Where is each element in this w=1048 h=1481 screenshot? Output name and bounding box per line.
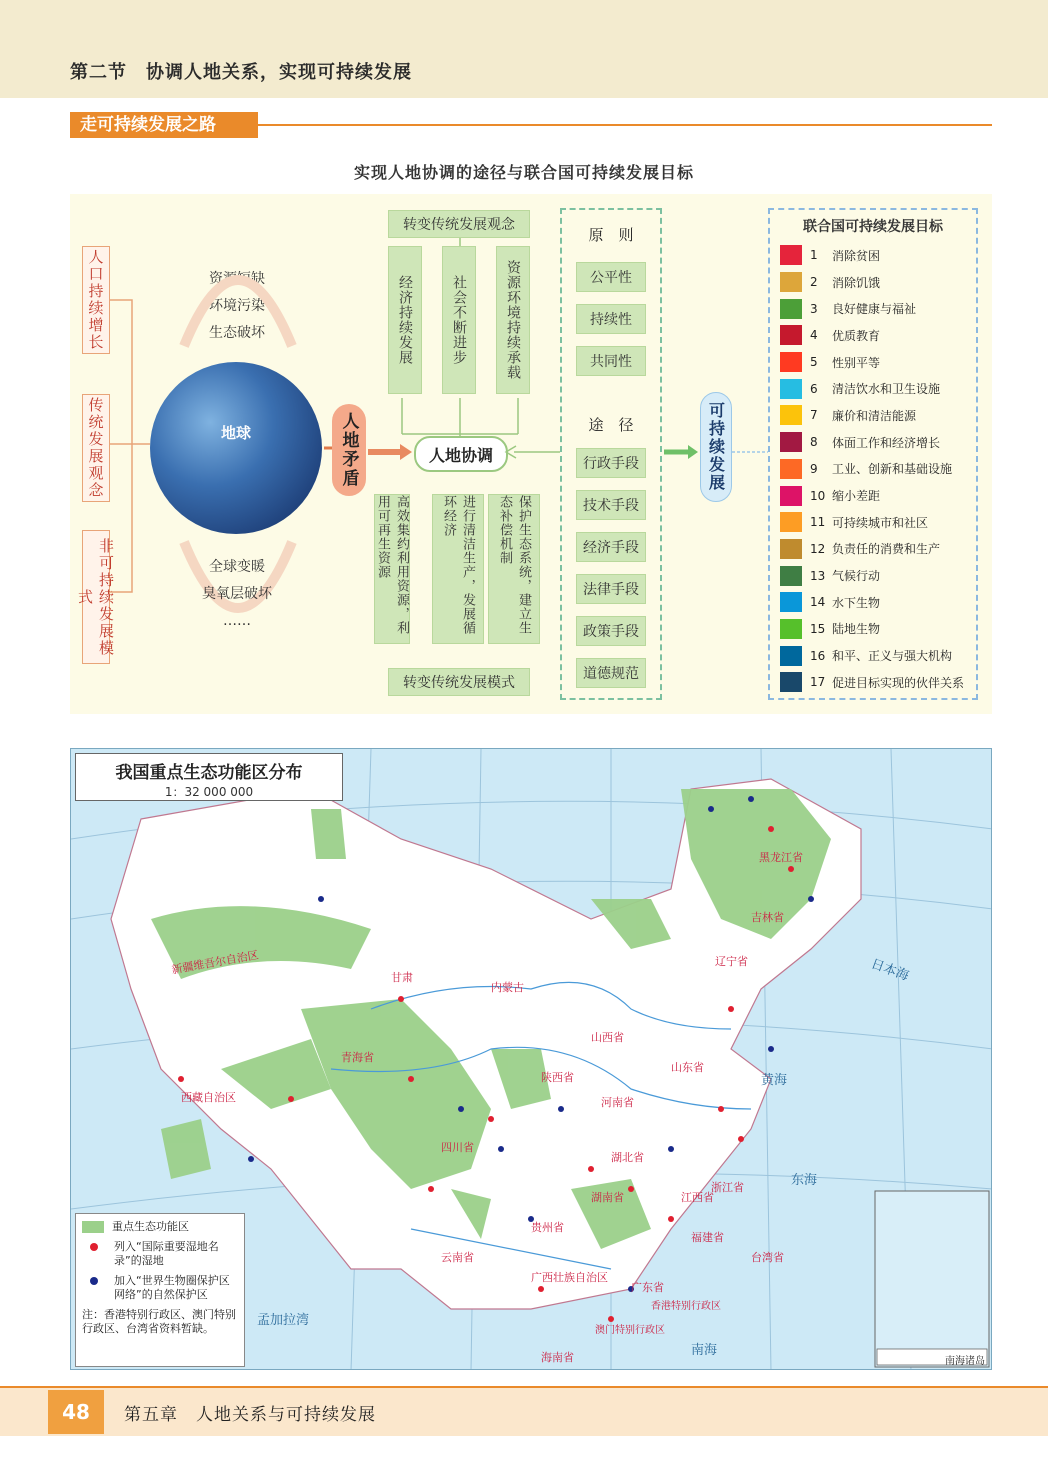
biosphere-dot-icon bbox=[90, 1277, 98, 1285]
sdg-goal-icon bbox=[780, 486, 802, 506]
sea-label: 黄海 bbox=[761, 1073, 788, 1088]
map-label: 甘肃 bbox=[391, 971, 413, 984]
chapter-title: 第五章 人地关系与可持续发展 bbox=[124, 1405, 376, 1425]
cause-box: 人口持续增长 bbox=[82, 246, 110, 354]
map-label: 湖北省 bbox=[611, 1151, 644, 1164]
cause-box: 非可持续发展模式 bbox=[82, 530, 110, 664]
legend-text: 加入“世界生物圈保护区网络”的自然保护区 bbox=[114, 1274, 230, 1301]
sdg-goal-icon bbox=[780, 432, 802, 452]
mode-box: 保护生态系统，建立生态补偿机制 bbox=[488, 494, 540, 644]
sdg-item bbox=[780, 322, 976, 349]
sdg-text: 可持续城市和社区 bbox=[832, 515, 929, 530]
principle-item: 持续性 bbox=[576, 304, 646, 334]
approach-item: 道德规范 bbox=[576, 658, 646, 688]
inset-label: 南海诸岛 bbox=[945, 1356, 985, 1367]
legend-biosphere bbox=[82, 1274, 238, 1302]
sdg-goal-icon bbox=[780, 539, 802, 559]
map-label: 陕西省 bbox=[541, 1071, 574, 1084]
earth-label: 地球 bbox=[220, 424, 251, 442]
map-label: 河南省 bbox=[601, 1096, 634, 1109]
map-label: 湖南省 bbox=[591, 1191, 624, 1204]
sdg-number: 2 bbox=[810, 275, 818, 290]
map-title: 我国重点生态功能区分布 bbox=[115, 763, 303, 783]
sdg-text: 清洁饮水和卫生设施 bbox=[832, 382, 941, 397]
map-title-box bbox=[75, 753, 343, 801]
map-legend bbox=[75, 1213, 245, 1367]
sdg-item bbox=[780, 295, 976, 322]
approach-item: 政策手段 bbox=[576, 616, 646, 646]
sdg-item bbox=[780, 456, 976, 483]
arrow-left-icon bbox=[504, 442, 560, 462]
approach-item: 行政手段 bbox=[576, 448, 646, 478]
sdg-text: 优质教育 bbox=[832, 328, 881, 343]
sdg-number: 13 bbox=[810, 568, 826, 583]
problem-item: 生态破坏 bbox=[209, 325, 265, 341]
sdg-number: 9 bbox=[810, 461, 818, 476]
principle-item: 公平性 bbox=[576, 262, 646, 292]
sdg-goal-icon bbox=[780, 672, 802, 692]
sdg-number: 7 bbox=[810, 408, 818, 423]
approaches-title: 途 径 bbox=[588, 416, 634, 434]
mode-title: 转变传统发展模式 bbox=[388, 668, 530, 696]
sdg-number: 12 bbox=[810, 541, 826, 556]
map-label: 吉林省 bbox=[751, 911, 784, 924]
sdg-number: 3 bbox=[810, 301, 818, 316]
sdg-number: 11 bbox=[810, 515, 826, 530]
map-label: 云南省 bbox=[441, 1251, 474, 1264]
map-label: 贵州省 bbox=[531, 1221, 564, 1234]
problem-item: …… bbox=[223, 613, 251, 629]
cause-box: 传统发展观念 bbox=[82, 394, 110, 502]
sdg-number: 15 bbox=[810, 621, 826, 636]
map-label: 香港特别行政区 bbox=[651, 1301, 721, 1312]
sdg-number: 1 bbox=[810, 248, 818, 263]
earth-globe-icon bbox=[150, 362, 322, 534]
principle-item: 共同性 bbox=[576, 346, 646, 376]
mode-box: 高效集约利用资源，利用可再生资源 bbox=[374, 494, 410, 644]
sdg-number: 17 bbox=[810, 675, 826, 690]
sdg-item bbox=[780, 482, 976, 509]
sdg-number: 8 bbox=[810, 435, 818, 450]
map-label: 青海省 bbox=[341, 1051, 374, 1064]
legend-text: 列入“国际重要湿地名录”的湿地 bbox=[114, 1240, 219, 1267]
legend-zone bbox=[82, 1220, 238, 1234]
sdg-goal-icon bbox=[780, 592, 802, 612]
map-label: 新疆维吾尔自治区 bbox=[170, 948, 260, 977]
diagram-panel bbox=[70, 194, 992, 714]
subsection-banner: 走可持续发展之路 bbox=[70, 112, 258, 138]
subsection-rule bbox=[258, 124, 992, 126]
sdg-goal-icon bbox=[780, 566, 802, 586]
map-label: 黑龙江省 bbox=[759, 851, 803, 864]
sdg-text: 廉价和清洁能源 bbox=[832, 408, 917, 423]
concept-box: 经济持续发展 bbox=[388, 246, 422, 394]
sdg-item bbox=[780, 642, 976, 669]
sdg-goal-icon bbox=[780, 272, 802, 292]
sdg-item bbox=[780, 349, 976, 376]
sdg-text: 和平、正义与强大机构 bbox=[832, 649, 953, 664]
sdg-text: 缩小差距 bbox=[832, 489, 881, 504]
problem-item: 臭氧层破坏 bbox=[202, 586, 272, 602]
sdg-number: 16 bbox=[810, 648, 826, 663]
sdg-list bbox=[780, 242, 976, 696]
sdg-goal-icon bbox=[780, 299, 802, 319]
sdg-item bbox=[780, 589, 976, 616]
sustainable-box: 可持续发展 bbox=[700, 392, 732, 502]
map-label: 澳门特别行政区 bbox=[595, 1325, 665, 1336]
mode-box: 进行清洁生产，发展循环经济 bbox=[432, 494, 484, 644]
map-label: 内蒙古 bbox=[491, 981, 524, 994]
sdg-goal-icon bbox=[780, 379, 802, 399]
section-heading: 第二节 协调人地关系，实现可持续发展 bbox=[70, 62, 412, 83]
map-label: 福建省 bbox=[691, 1231, 724, 1244]
problem-item: 全球变暖 bbox=[209, 559, 265, 575]
sea-label: 孟加拉湾 bbox=[257, 1313, 310, 1328]
contradiction-box: 人地矛盾 bbox=[332, 404, 366, 496]
connector-line bbox=[732, 442, 768, 462]
sdg-number: 4 bbox=[810, 328, 818, 343]
sdg-goal-icon bbox=[780, 325, 802, 345]
sdg-item bbox=[780, 509, 976, 536]
legend-note: 注：香港特别行政区、澳门特别行政区、台湾省资料暂缺。 bbox=[82, 1308, 236, 1335]
sdg-title: 联合国可持续发展目标 bbox=[803, 219, 943, 235]
sdg-item bbox=[780, 269, 976, 296]
cause-bracket bbox=[110, 294, 150, 604]
map-label: 西藏自治区 bbox=[181, 1091, 236, 1104]
sdg-item bbox=[780, 429, 976, 456]
sdg-item bbox=[780, 375, 976, 402]
harmony-center: 人地协调 bbox=[414, 436, 508, 472]
sdg-text: 负责任的消费和生产 bbox=[832, 542, 941, 557]
map-label: 山西省 bbox=[591, 1031, 624, 1044]
concept-box: 资源环境持续承载 bbox=[496, 246, 530, 394]
sea-label: 日本海 bbox=[868, 956, 911, 985]
legend-wetland bbox=[82, 1240, 238, 1268]
map-scale: 1：32 000 000 bbox=[164, 785, 254, 799]
sdg-goal-icon bbox=[780, 512, 802, 532]
figure-title: 实现人地协调的途径与联合国可持续发展目标 bbox=[353, 163, 694, 182]
sdg-goal-icon bbox=[780, 619, 802, 639]
concept-title: 转变传统发展观念 bbox=[388, 210, 530, 238]
legend-text: 重点生态功能区 bbox=[112, 1220, 189, 1233]
sdg-item bbox=[780, 402, 976, 429]
arrow-right-icon bbox=[664, 442, 700, 462]
sdg-goal-icon bbox=[780, 459, 802, 479]
concept-box: 社会不断进步 bbox=[442, 246, 476, 394]
map-label: 广西壮族自治区 bbox=[531, 1271, 608, 1284]
principles-title: 原 则 bbox=[588, 226, 634, 244]
sdg-text: 工业、创新和基础设施 bbox=[832, 462, 953, 477]
wetland-dot-icon bbox=[90, 1243, 98, 1251]
map-label: 江西省 bbox=[681, 1191, 714, 1204]
sdg-text: 体面工作和经济增长 bbox=[832, 435, 941, 450]
sdg-text: 性别平等 bbox=[832, 355, 881, 370]
sdg-text: 陆地生物 bbox=[832, 622, 881, 637]
sdg-number: 5 bbox=[810, 355, 818, 370]
sdg-item bbox=[780, 616, 976, 643]
map-label: 山东省 bbox=[671, 1061, 704, 1074]
approach-item: 经济手段 bbox=[576, 532, 646, 562]
approach-item: 技术手段 bbox=[576, 490, 646, 520]
problems-bottom bbox=[190, 554, 284, 635]
sdg-text: 水下生物 bbox=[832, 595, 881, 610]
sdg-text: 促进目标实现的伙伴关系 bbox=[832, 675, 965, 690]
approach-item: 法律手段 bbox=[576, 574, 646, 604]
sea-label: 南海 bbox=[691, 1343, 718, 1358]
sdg-item bbox=[780, 536, 976, 563]
zone-swatch bbox=[82, 1221, 104, 1233]
sdg-text: 良好健康与福祉 bbox=[832, 302, 917, 317]
sdg-number: 14 bbox=[810, 595, 826, 610]
sdg-goal-icon bbox=[780, 646, 802, 666]
footer-rule bbox=[0, 1386, 1048, 1388]
sdg-number: 6 bbox=[810, 381, 818, 396]
sdg-goal-icon bbox=[780, 352, 802, 372]
sdg-item bbox=[780, 242, 976, 269]
sdg-text: 消除贫困 bbox=[832, 248, 881, 263]
sdg-item bbox=[780, 669, 976, 696]
sdg-text: 消除饥饿 bbox=[832, 275, 881, 290]
sdg-item bbox=[780, 562, 976, 589]
map-label: 浙江省 bbox=[711, 1181, 744, 1194]
page-number: 48 bbox=[48, 1390, 104, 1434]
map-label: 台湾省 bbox=[751, 1251, 784, 1264]
problem-item: 资源短缺 bbox=[209, 271, 265, 287]
map-label: 四川省 bbox=[441, 1141, 474, 1154]
problems-top-arc bbox=[178, 254, 298, 354]
sdg-goal-icon bbox=[780, 405, 802, 425]
map-label: 广东省 bbox=[631, 1281, 664, 1294]
sea-label: 东海 bbox=[791, 1173, 818, 1188]
sdg-number: 10 bbox=[810, 488, 826, 503]
map-label: 辽宁省 bbox=[715, 955, 748, 968]
map-label: 海南省 bbox=[541, 1351, 574, 1364]
sdg-goal-icon bbox=[780, 245, 802, 265]
sdg-text: 气候行动 bbox=[832, 569, 881, 584]
china-map bbox=[70, 748, 992, 1370]
problem-item: 环境污染 bbox=[209, 298, 265, 314]
